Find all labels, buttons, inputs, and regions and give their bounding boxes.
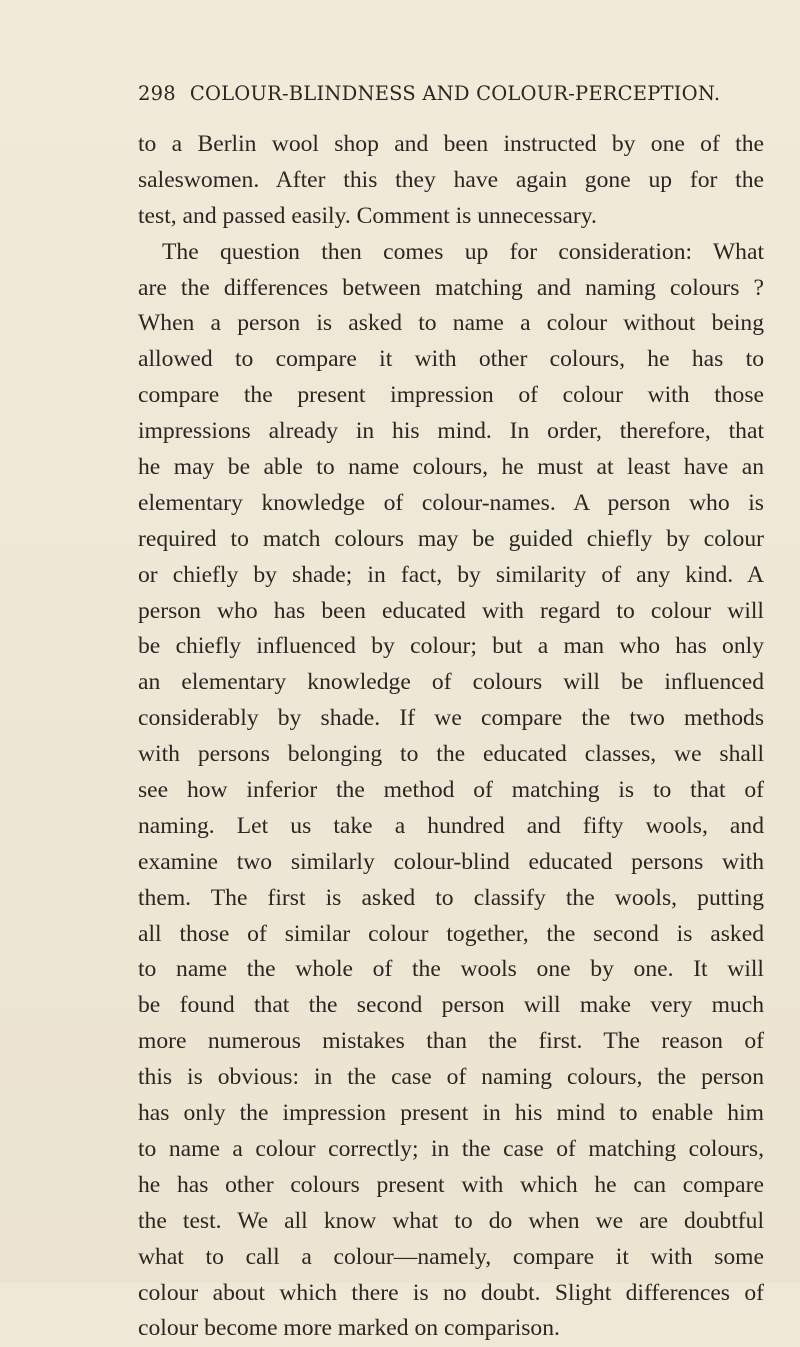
text-line: to name the whole of the wools one by one. It will bbox=[138, 956, 764, 983]
text-line: compare the present impression of colour with those bbox=[138, 382, 764, 409]
text-line: considerably by shade. If we compare the two methods bbox=[138, 705, 764, 732]
text-line: he may be able to name colours, he must at least have an bbox=[138, 454, 764, 481]
text-line: or chiefly by shade; in fact, by similarity of any kind. A bbox=[138, 561, 764, 588]
text-line: with persons belonging to the educated classes, we shall bbox=[138, 741, 764, 768]
running-title: COLOUR-BLINDNESS AND COLOUR-PERCEPTION. bbox=[189, 82, 721, 105]
text-line: be chiefly influenced by colour; but a man who has only bbox=[138, 633, 764, 660]
text-line: be found that the second person will make very much bbox=[138, 992, 764, 1019]
text-line: The question then comes up for consideration: What bbox=[162, 238, 764, 265]
text-line: colour become more marked on comparison. bbox=[138, 1315, 560, 1342]
text-line: the test. We all know what to do when we are doubtful bbox=[138, 1207, 764, 1234]
body-text bbox=[138, 127, 764, 1347]
text-line: allowed to compare it with other colours, he has to bbox=[138, 346, 764, 373]
text-line: person who has been educated with regard to colour will bbox=[138, 597, 764, 624]
text-line: elementary knowledge of colour-names. A person who is bbox=[138, 489, 764, 516]
text-line: what to call a colour—namely, compare it with some bbox=[138, 1243, 764, 1270]
running-head bbox=[138, 82, 738, 112]
text-line: them. The first is asked to classify the wools, putting bbox=[138, 884, 764, 911]
text-line: required to match colours may be guided chiefly by colour bbox=[138, 525, 764, 552]
text-line: see how inferior the method of matching is to that of bbox=[138, 777, 764, 804]
text-line: impressions already in his mind. In order, therefore, that bbox=[138, 418, 764, 445]
text-line: are the differences between matching and naming colours ? bbox=[138, 274, 764, 301]
text-line: saleswomen. After this they have again gone up for the bbox=[138, 166, 764, 193]
text-line: more numerous mistakes than the first. The reason of bbox=[138, 1028, 764, 1055]
text-line: an elementary knowledge of colours will be influenced bbox=[138, 669, 764, 696]
text-line: naming. Let us take a hundred and fifty wools, and bbox=[138, 812, 764, 839]
text-line: When a person is asked to name a colour without being bbox=[138, 310, 764, 337]
text-line: colour about which there is no doubt. Slight differences of bbox=[138, 1279, 764, 1306]
text-line: this is obvious: in the case of naming colours, the person bbox=[138, 1064, 764, 1091]
text-line: has only the impression present in his mind to enable him bbox=[138, 1100, 764, 1127]
text-line: examine two similarly colour-blind educated persons with bbox=[138, 848, 764, 875]
text-line: he has other colours present with which he can compare bbox=[138, 1171, 764, 1198]
page-number: 298 bbox=[138, 82, 176, 105]
text-line: test, and passed easily. Comment is unnecessary. bbox=[138, 202, 597, 229]
text-line: to a Berlin wool shop and been instructed by one of the bbox=[138, 131, 764, 157]
text-line: all those of similar colour together, the second is asked bbox=[138, 920, 764, 947]
text-line: to name a colour correctly; in the case of matching colours, bbox=[138, 1135, 764, 1162]
